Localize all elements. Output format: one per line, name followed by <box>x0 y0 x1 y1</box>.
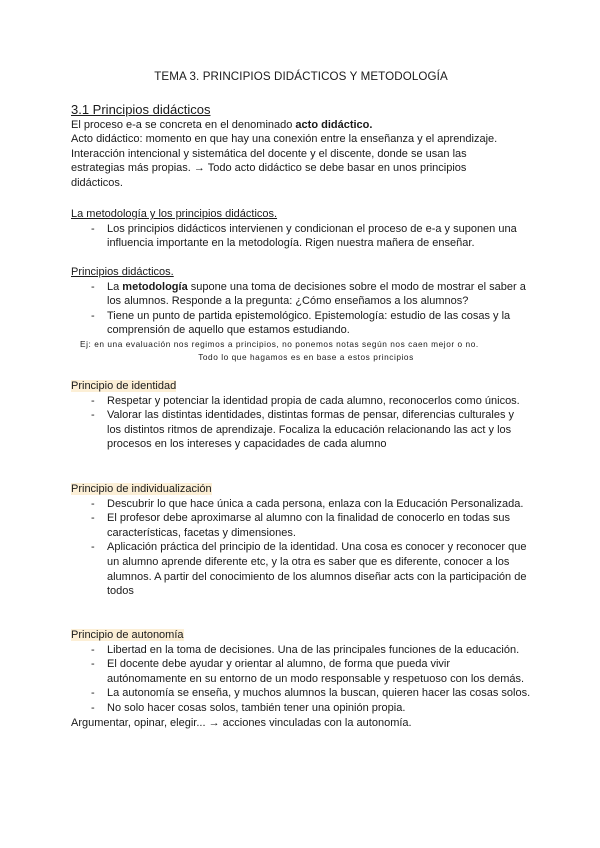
text-run: La <box>107 280 123 293</box>
list-item: - No solo hacer cosas solos, también tener una opinión propia. <box>71 701 531 716</box>
example-note: Ej: en una evaluación nos regimos a principios, no ponemos notas según nos caen mejor o no. <box>80 338 479 349</box>
highlighted-heading: Principio de identidad <box>71 380 177 392</box>
section-principios <box>71 265 531 364</box>
highlighted-heading: Principio de individualización <box>71 483 212 495</box>
bold-term: metodología <box>122 280 188 293</box>
text-run: supone una toma de decisiones sobre el modo de mostrar el saber a los alumnos. Responde a la pregunta: ¿Cómo enseñamos a los alumnos? <box>107 280 526 308</box>
list-item: - Tiene un punto de partida epistemológico. Epistemología: estudio de las cosas y la comprensión de aquello que estamos estudiando. <box>71 309 531 338</box>
paragraph-line <box>71 118 531 133</box>
list-item: - Respetar y potenciar la identidad propia de cada alumno, reconocerlos como únicos. <box>71 394 531 409</box>
subsection-heading: La metodología y los principios didácticos. <box>71 208 278 220</box>
section-heading: 3.1 Principios didácticos <box>71 102 211 117</box>
section-individualizacion <box>71 482 531 599</box>
list-item: - Libertad en la toma de decisiones. Una de las principales funciones de la educación. <box>71 643 531 658</box>
paragraph-line: didácticos. <box>71 176 123 189</box>
section-principios-didacticos <box>71 103 531 191</box>
list-item: - El profesor debe aproximarse al alumno con la finalidad de conocerlo en todas sus características, facetas y dimensiones. <box>71 511 531 540</box>
text-run: El proceso e-a se concreta en el denominado <box>71 118 296 131</box>
section-identidad <box>71 379 531 452</box>
paragraph-line: Argumentar, opinar, elegir... → acciones vinculadas con la autonomía. <box>71 716 412 729</box>
list-item: - La autonomía se enseña, y muchos alumnos la buscan, quieren hacer las cosas solos. <box>71 686 531 701</box>
bullet-list <box>71 394 531 452</box>
list-item <box>71 280 531 309</box>
paragraph-line: Acto didáctico: momento en que hay una conexión entre la enseñanza y el aprendizaje. <box>71 133 498 146</box>
list-item: - Aplicación práctica del principio de la identidad. Una cosa es conocer y reconocer que un alumno aprende diferente etc, y la otra es saber que es diferente, conocer a los alumnos. A partir del conocimiento de los alumnos diseñar acts con la participación de todos <box>71 540 531 598</box>
bullet-list <box>71 497 531 599</box>
bold-term: acto didáctico. <box>295 118 373 131</box>
bullet-list <box>71 222 531 251</box>
subsection-heading: Principios didácticos. <box>71 266 174 278</box>
highlighted-heading: Principio de autonomía <box>71 629 184 641</box>
example-note: Todo lo que hagamos es en base a estos principios <box>198 351 414 362</box>
list-item: - Valorar las distintas identidades, distintas formas de pensar, diferencias culturales y los distintos ritmos de aprendizaje. Focaliza la educación relacionando las act y los procesos en los intereses y capacidades de cada alumno <box>71 408 531 452</box>
list-item: - Descubrir lo que hace única a cada persona, enlaza con la Educación Personalizada. <box>71 497 531 512</box>
paragraph-line: estrategias más propias. → Todo acto didáctico se debe basar en unos principios <box>71 162 467 175</box>
list-item: - El docente debe ayudar y orientar al alumno, de forma que pueda vivir autónomamente en su entorno de un modo responsable y respetuoso con los demás. <box>71 657 531 686</box>
list-item: - Los principios didácticos intervienen y condicionan el proceso de e-a y suponen una influencia importante en la metodología. Rigen nuestra mañera de enseñar. <box>71 222 531 251</box>
page-title: TEMA 3. PRINCIPIOS DIDÁCTICOS Y METODOLOGÍA <box>154 70 448 83</box>
bullet-list <box>71 643 531 716</box>
bullet-list <box>71 280 531 338</box>
section-metodologia <box>71 207 531 251</box>
paragraph-line: Interacción intencional y sistemática del docente y el discente, donde se usan las <box>71 147 467 160</box>
section-autonomia <box>71 628 531 730</box>
